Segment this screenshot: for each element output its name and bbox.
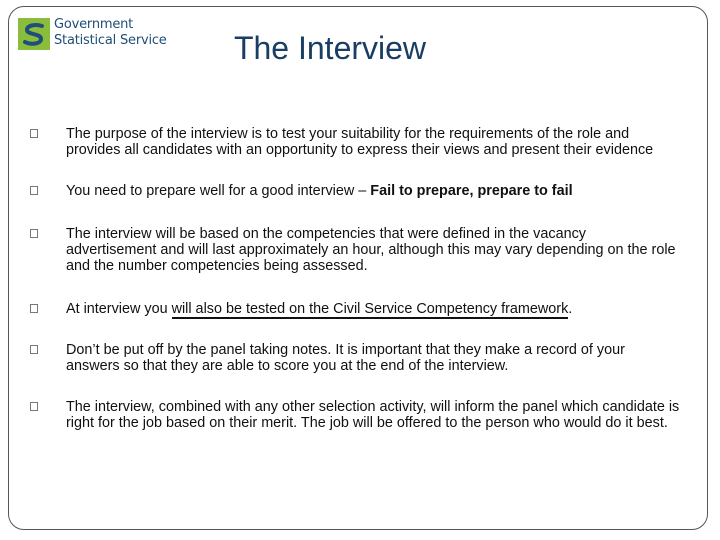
bullet-item-notes (24, 342, 680, 374)
bullet-emphasis: Fail to prepare, prepare to fail (370, 183, 573, 199)
gss-logo-icon (18, 18, 50, 50)
checkbox-square-icon (30, 186, 38, 195)
bullet-item-framework (24, 301, 680, 317)
bullet-text: Don’t be put off by the panel taking notes. It is important that they make a record of your answers so that they are able to score you at the end of the interview. (66, 342, 625, 374)
bullet-text: The interview, combined with any other selection activity, will inform the panel which candidate is right for the job based on their merit. The job will be offered to the person who would do it best. (66, 399, 680, 431)
bullet-text: You need to prepare well for a good interview – (66, 183, 371, 199)
checkbox-square-icon (30, 345, 38, 354)
logo-text-line1: Government (54, 17, 134, 32)
bullet-item-merit (24, 399, 680, 431)
logo-text-line2: Statistical Service (54, 33, 167, 48)
checkbox-square-icon (30, 229, 38, 238)
bullet-list (24, 126, 680, 431)
bullet-text-suffix: . (568, 301, 573, 317)
checkbox-square-icon (30, 129, 38, 138)
checkbox-square-icon (30, 402, 38, 411)
bullet-underlined-text: will also be tested on the Civil Service Competency framework (171, 301, 569, 317)
bullet-item-prepare (24, 183, 680, 199)
bullet-text: The purpose of the interview is to test your suitability for the requirements of the role and provides all candidates with an opportunity to express their views and present their evidence (66, 126, 654, 158)
bullet-text: At interview you (66, 301, 172, 317)
bullet-item-purpose (24, 126, 680, 158)
bullet-text: The interview will be based on the competencies that were defined in the vacancy advertisement and will last approximately an hour, although this may vary depending on the role and the number competencies being assessed. (66, 226, 676, 274)
checkbox-square-icon (30, 304, 38, 313)
bullet-item-competencies (24, 226, 680, 274)
gss-logo (14, 14, 174, 54)
slide-title: The Interview (233, 30, 427, 66)
gss-logo-wordmark (54, 17, 167, 49)
